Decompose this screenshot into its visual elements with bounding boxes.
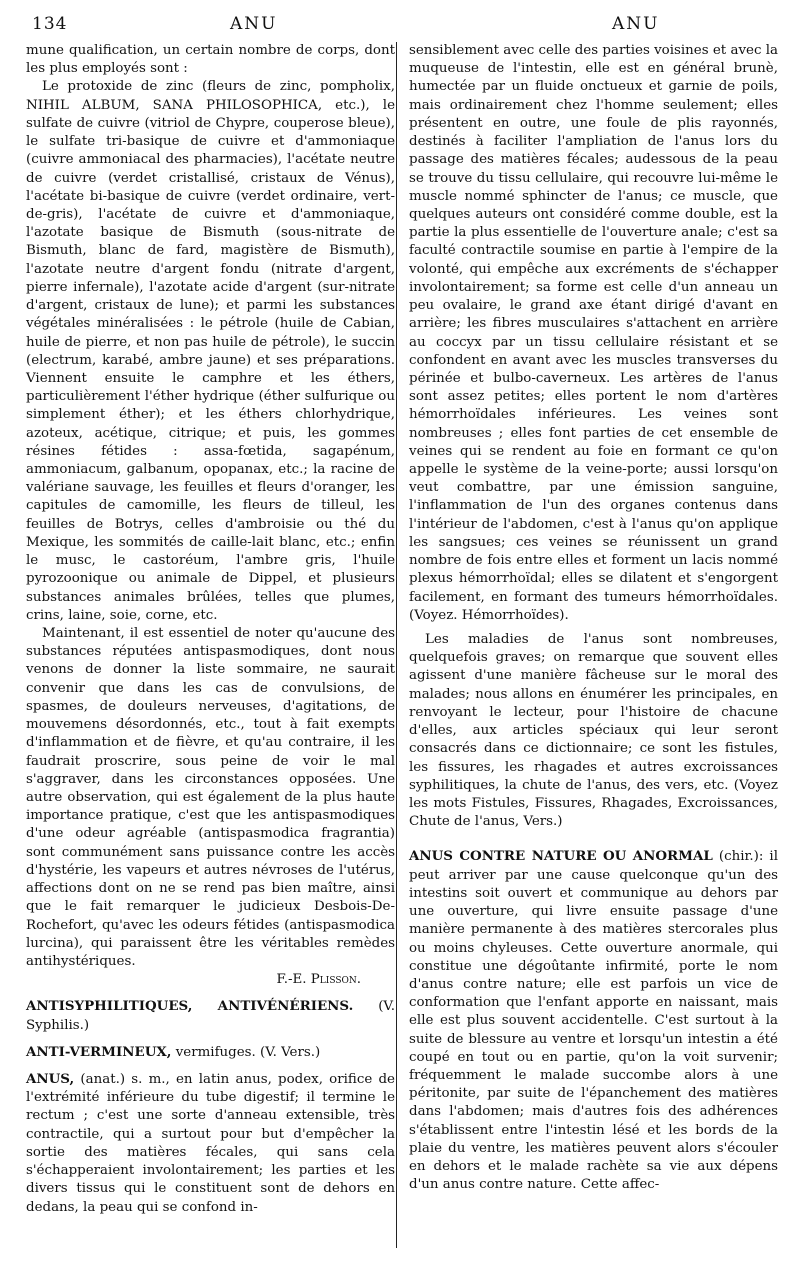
entry-text: vermifuges. (V. Vers.) bbox=[175, 1044, 321, 1060]
dictionary-entry bbox=[409, 847, 778, 1194]
entry-headword: ANUS CONTRE NATURE OU ANORMAL bbox=[409, 848, 713, 865]
right-column bbox=[409, 42, 778, 1217]
paragraph: Le protoxide de zinc (fleurs de zinc, pompholix, NIHIL ALBUM, SANA PHILOSOPHICA, etc.), le sulfate de cuivre (vitriol de Chypre, couperose bleue), le sulfate tri-basique de cuivre et d'ammoniaque (cuivre ammoniacal des pharmacies), l'acétate neutre de cuivre (verdet cristallisé, cristaux de Vénus), l'acétate bi-basique de cuivre (verdet ordinaire, vert-de-gris), l'acétate de cuivre et d'ammoniaque, l'azotate basique de Bismuth (sous-nitrate de Bismuth, blanc de fard, magistère de Bismuth), l'azotate neutre d'argent fondu (nitrate d'argent, pierre infernale), l'azotate acide d'argent (sur-nitrate d'argent, cristaux de lune); et parmi les substances végétales minéralisées : le pétrole (huile de Cabian, huile de pierre, et non pas huile de pétrole), le succin (electrum, karabé, ambre jaune) et ses préparations. Viennent ensuite le camphre et les éthers, particulièrement l'éther hydrique (éther sulfurique ou simplement éther); et les éthers chlorhydrique, azoteux, acétique, citrique; et puis, les gommes résines fétides : assa-fœtida, sagapénum, ammoniacum, galbanum, opopanax, etc.; la racine de valériane sauvage, les feuilles et fleurs d'oranger, les capitules de camomille, les fleurs de tilleul, les feuilles de Botrys, celles d'ambroisie ou thé du Mexique, les sommités de caille-lait blanc, etc.; enfin le musc, le castoréum, l'ambre gris, l'huile pyrozoonique ou animale de Dippel, et plusieurs substances animales brûlées, telles que plumes, crins, laine, soie, corne, etc. bbox=[26, 79, 395, 623]
author-signature: F.-E. Plisson. bbox=[276, 972, 361, 988]
paragraph: mune qualification, un certain nombre de corps, dont les plus employés sont : bbox=[26, 43, 395, 77]
dictionary-entry bbox=[26, 997, 395, 1034]
left-column bbox=[26, 42, 395, 1217]
paragraph: sensiblement avec celle des parties voisines et avec la muqueuse de l'intestin, elle est en général brunè, humectée par un fluide onctueux et garnie de poils, mais ordinairement chez l'homme seulement; elles présentent en outre, une foule de plis rayonnés, destinés à faciliter l'ampliation de l'anus lors du passage des matières fécales; audessous de la peau se trouve du tissu cellulaire, qui recouvre lui-même le muscle nommé sphincter de l'anus; ce muscle, que quelques auteurs ont considéré comme double, est la partie la plus essentielle de l'ouverture anale; c'est sa faculté contractile soumise en partie à l'empire de la volonté, qui empêche aux excréments de s'échapper involontairement; sa forme est celle d'un anneau un peu ovalaire, le grand axe étant dirigé d'avant en arrière; les fibres musculaires s'attachent en arrière au coccyx par un tissu cellulaire résistant et se confondent en avant avec les muscles transverses du périnée et bulbo-caverneux. Les artères de l'anus sont assez petites; elles portent le nom d'artères hémorrhoïdales inférieures. Les veines sont nombreuses ; elles font parties de cet ensemble de veines qui se rendent au foie en formant ce qu'on appelle le système de la veine-porte; aussi lorsqu'on veut combattre, par une émission sanguine, l'inflammation de l'un des organes contenus dans l'intérieur de l'abdomen, c'est à l'anus qu'on applique les sangsues; ces veines se réunissent un grand nombre de fois entre elles et forment un lacis nommé plexus hémorrhoïdal; elles se dilatent et s'engorgent facilement, en formant des tumeurs hémorrhoïdales. (Voyez. Hémorrhoïdes). bbox=[409, 43, 778, 623]
entry-headword: ANTISYPHILITIQUES, ANTIVÉNÉRIENS. bbox=[26, 998, 354, 1015]
paragraph: Maintenant, il est essentiel de noter qu'aucune des substances réputées antispasmodiques, dont nous venons de donner la liste sommaire, ne saurait convenir que dans les cas de convulsions, de spasmes, de douleurs nerveuses, d'agitations, de mouvemens désordonnés, etc., tout à fait exempts d'inflammation et de fièvre, et qu'au contraire, il les faudrait proscrire, sous peine de voir le mal s'aggraver, dans les circonstances opposées. Une autre observation, qui est également de la plus haute importance pratique, c'est que les antispasmodiques d'une odeur agréable (antispasmodica fragrantia) sont communément sans puissance contre les accès d'hystérie, les vapeurs et autres névroses de l'utérus, affections dont on ne se rend pas bien maître, ainsi que le fait remarquer le judicieux Desbois-De-Rochefort, qu'avec les odeurs fétides (antispasmodica lurcina), qui paraissent être les véritables remèdes antihystériques. bbox=[26, 626, 395, 969]
page-number: 134 bbox=[32, 14, 68, 34]
entry-text: (chir.): il peut arriver par une cause quelconque qu'un des intestins soit ouvert et communique au dehors par une ouverture, qui livre ensuite passage d'une manière permanente à des matières stercorales plus ou moins chyleuses. Cette ouverture anormale, qui constitue une dégoûtante infirmité, porte le nom d'anus contre nature; elle est parfois un vice de conformation que l'enfant apporte en naissant, mais elle est plus souvent accidentelle. C'est surtout à la suite de blessure au ventre et lorsqu'un intestin a été coupé en tout ou en partie, qu'on la voit survenir; fréquemment le malade succombe alors à une péritonite, par suite de l'épanchement des matières dans l'abdomen; mais d'autres fois des adhérences s'établissent entre l'intestin lésé et les bords de la plaie du ventre, les matières peuvent alors s'écouler en dehors et le malade rachète sa vie aux dépens d'un anus contre nature. Cette affec- bbox=[409, 849, 778, 1193]
entry-spacer bbox=[409, 831, 778, 839]
entry-headword: ANTI-VERMINEUX, bbox=[26, 1043, 172, 1060]
paragraph: Les maladies de l'anus sont nombreuses, quelquefois graves; on remarque que souvent elles agissent d'une manière fâcheuse sur le moral des malades; nous allons en énumérer les principales, en renvoyant le lecteur, pour l'histoire de chacune d'elles, aux articles spéciaux qui leur seront consacrés dans ce dictionnaire; ce sont les fistules, les fissures, les rhagades et autres excroissances syphilitiques, la chute de l'anus, des vers, etc. (Voyez les mots Fistules, Fissures, Rhagades, Excroissances, Chute de l'anus, Vers.) bbox=[409, 632, 778, 830]
entry-headword: ANUS, bbox=[26, 1071, 75, 1088]
running-head-left: ANU bbox=[230, 14, 278, 34]
dictionary-entry bbox=[26, 1070, 395, 1217]
page-header bbox=[26, 8, 778, 42]
text-columns bbox=[26, 42, 778, 1217]
dictionary-entry bbox=[26, 1043, 395, 1062]
running-head-right: ANU bbox=[612, 14, 660, 34]
entry-text: (V. Syphilis.) bbox=[26, 999, 395, 1033]
entry-text: (anat.) s. m., en latin anus, podex, orifice de l'extrémité inférieure du tube digestif; il termine le rectum ; c'est une sorte d'anneau extensible, très contractile, qui a surtout pour but d'empêcher la sortie des matières fécales, qui sans cela s'échapperaient involontairement; les parties et les divers tissus qui le constituent sont de dehors en dedans, la peau qui se confond in- bbox=[26, 1072, 395, 1215]
